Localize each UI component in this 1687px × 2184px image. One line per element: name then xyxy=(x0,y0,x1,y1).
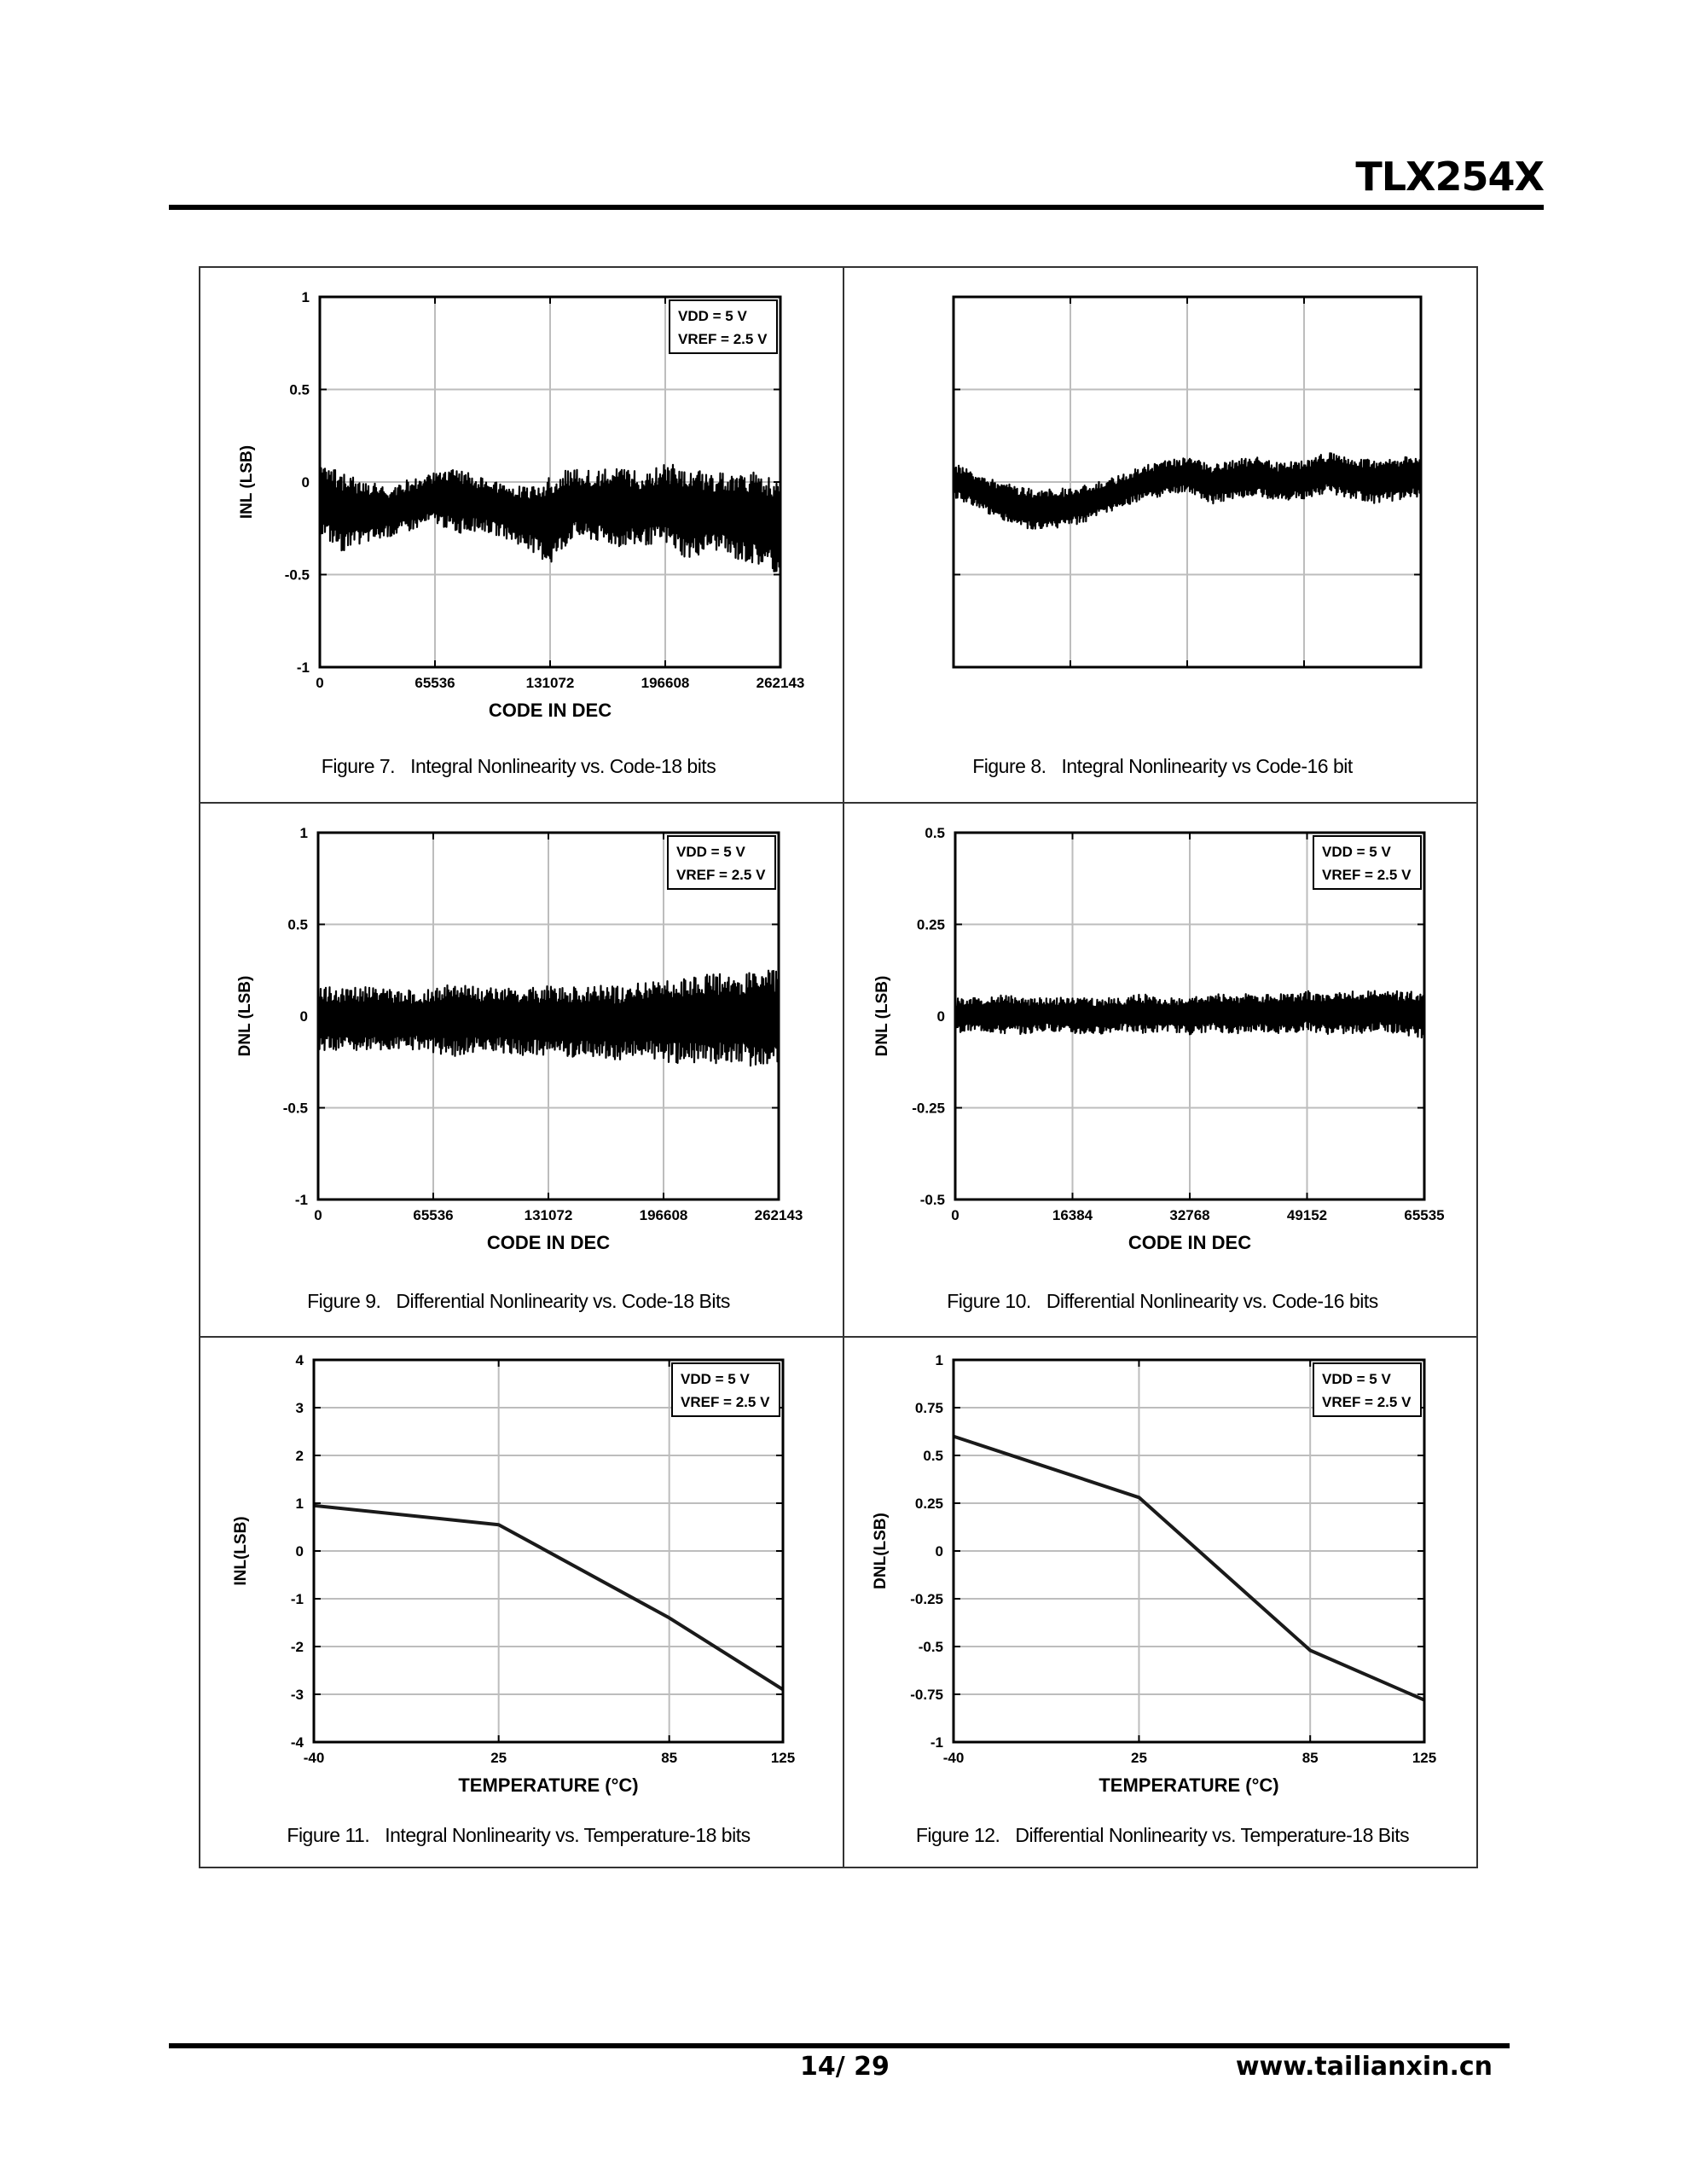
fig7-x-tick-label: 262143 xyxy=(756,675,805,691)
fig7-y-tick-label: -0.5 xyxy=(284,566,310,584)
figure-7-caption xyxy=(199,755,838,778)
header-rule xyxy=(169,205,1544,210)
website-url: www.tailianxin.cn xyxy=(1235,2052,1493,2082)
fig12-legend-entry: VREF = 2.5 V xyxy=(1322,1394,1412,1410)
fig9-plot xyxy=(236,825,803,1253)
fig12-series-line xyxy=(954,1437,1424,1700)
fig10-y-tick-label: -0.25 xyxy=(912,1100,945,1117)
fig11-y-tick-label: 1 xyxy=(295,1496,304,1512)
fig7-x-tick-label: 0 xyxy=(316,675,324,691)
fig8-plot xyxy=(954,297,1421,667)
fig10-y-tick-label: 0.5 xyxy=(925,825,945,841)
fig11-legend-entry: VREF = 2.5 V xyxy=(681,1394,770,1410)
fig10-legend-entry: VREF = 2.5 V xyxy=(1322,867,1412,883)
fig11-y-tick-label: 3 xyxy=(295,1400,304,1416)
fig10-x-axis-label: CODE IN DEC xyxy=(1128,1232,1252,1253)
fig9-x-tick-label: 262143 xyxy=(754,1207,803,1223)
fig12-x-tick-label: 125 xyxy=(1412,1750,1437,1766)
fig10-x-tick-label: 65535 xyxy=(1404,1207,1445,1223)
figure-8-panel xyxy=(843,266,1482,800)
figure-8-title: Integral Nonlinearity vs Code-16 bit xyxy=(1061,755,1353,777)
fig9-y-tick-label: 0.5 xyxy=(287,916,308,933)
fig7-y-axis-label: INL (LSB) xyxy=(238,444,256,520)
page-number: 14/ 29 xyxy=(800,2052,890,2082)
fig12-y-tick-label: -0.75 xyxy=(910,1687,943,1703)
fig7-y-tick-label: 0 xyxy=(301,474,310,491)
figure-12-chart xyxy=(843,1336,1482,1814)
fig9-y-tick-label: 0 xyxy=(299,1008,308,1025)
figure-12-title: Differential Nonlinearity vs. Temperature-18 Bits xyxy=(1015,1824,1410,1846)
fig10-y-tick-label: -0.5 xyxy=(919,1192,945,1208)
fig10-y-tick-label: 0 xyxy=(936,1008,945,1025)
figure-11-chart xyxy=(199,1336,838,1814)
figure-10-label: Figure 10. xyxy=(947,1290,1031,1312)
figure-9-caption xyxy=(199,1290,838,1313)
fig12-y-tick-label: 1 xyxy=(935,1352,943,1368)
fig12-y-tick-label: -0.25 xyxy=(910,1591,943,1607)
fig7-legend-entry: VDD = 5 V xyxy=(678,308,747,324)
fig9-legend-entry: VDD = 5 V xyxy=(676,844,745,860)
fig9-y-tick-label: 1 xyxy=(299,825,308,841)
figure-12-caption xyxy=(843,1824,1482,1847)
fig11-series-line xyxy=(314,1506,783,1690)
figure-8-chart xyxy=(843,266,1482,744)
figure-7-label: Figure 7. xyxy=(321,755,396,777)
document-title: TLX254X xyxy=(1355,154,1544,200)
fig9-legend-entry: VREF = 2.5 V xyxy=(676,867,766,883)
figure-8-caption xyxy=(843,755,1482,778)
fig12-y-tick-label: 0.5 xyxy=(923,1448,943,1464)
fig12-y-axis-label: DNL(LSB) xyxy=(872,1513,890,1589)
fig12-y-tick-label: -1 xyxy=(930,1734,943,1751)
fig9-x-tick-label: 196608 xyxy=(639,1207,688,1223)
fig10-x-tick-label: 32768 xyxy=(1169,1207,1210,1223)
fig11-x-tick-label: 125 xyxy=(770,1750,796,1766)
fig10-x-tick-label: 16384 xyxy=(1052,1207,1093,1223)
fig10-x-tick-label: 49152 xyxy=(1286,1207,1328,1223)
figure-7-panel xyxy=(199,266,838,800)
fig10-plot xyxy=(873,825,1445,1253)
fig7-x-axis-label: CODE IN DEC xyxy=(488,700,612,721)
figure-12-panel xyxy=(843,1336,1482,1870)
fig11-y-tick-label: -3 xyxy=(290,1687,304,1703)
fig11-legend-entry: VDD = 5 V xyxy=(681,1371,750,1387)
fig7-x-tick-label: 131072 xyxy=(525,675,575,691)
figure-10-chart xyxy=(843,802,1482,1280)
fig11-x-tick-label: 85 xyxy=(661,1750,678,1766)
fig12-y-tick-label: 0.75 xyxy=(914,1400,943,1416)
fig7-y-tick-label: -1 xyxy=(296,659,310,676)
fig7-plot xyxy=(238,289,804,721)
fig11-y-tick-label: -2 xyxy=(290,1639,304,1655)
fig7-y-tick-label: 0.5 xyxy=(289,381,310,398)
fig9-y-tick-label: -0.5 xyxy=(282,1100,308,1117)
fig12-x-tick-label: 85 xyxy=(1301,1750,1319,1766)
figure-9-title: Differential Nonlinearity vs. Code-18 Bits xyxy=(396,1290,730,1312)
fig7-x-tick-label: 65536 xyxy=(415,675,455,691)
footer-rule xyxy=(169,2043,1510,2048)
figure-11-panel xyxy=(199,1336,838,1870)
fig12-legend-entry: VDD = 5 V xyxy=(1322,1371,1391,1387)
fig11-y-tick-label: 2 xyxy=(295,1448,304,1464)
fig9-x-axis-label: CODE IN DEC xyxy=(486,1232,611,1253)
fig12-plot xyxy=(872,1352,1436,1796)
fig7-y-tick-label: 1 xyxy=(301,289,310,305)
fig9-y-tick-label: -1 xyxy=(294,1192,308,1208)
fig9-x-tick-label: 131072 xyxy=(524,1207,573,1223)
fig12-y-tick-label: 0.25 xyxy=(914,1496,943,1512)
fig12-x-tick-label: 25 xyxy=(1130,1750,1147,1766)
figure-10-title: Differential Nonlinearity vs. Code-16 bits xyxy=(1046,1290,1378,1312)
fig11-plot xyxy=(232,1352,795,1796)
figure-8-label: Figure 8. xyxy=(972,755,1046,777)
fig11-y-tick-label: 4 xyxy=(295,1352,304,1368)
fig9-y-axis-label: DNL (LSB) xyxy=(236,975,254,1057)
fig11-y-axis-label: INL(LSB) xyxy=(232,1516,250,1586)
fig10-y-axis-label: DNL (LSB) xyxy=(873,975,891,1057)
fig11-y-tick-label: -4 xyxy=(290,1734,304,1751)
figure-7-chart xyxy=(199,266,838,744)
fig11-y-tick-label: -1 xyxy=(290,1591,304,1607)
figure-9-panel xyxy=(199,802,838,1336)
figure-11-title: Integral Nonlinearity vs. Temperature-18 bits xyxy=(385,1824,751,1846)
figure-7-title: Integral Nonlinearity vs. Code-18 bits xyxy=(410,755,716,777)
fig11-y-tick-label: 0 xyxy=(295,1543,304,1560)
figure-10-caption xyxy=(843,1290,1482,1313)
figure-9-label: Figure 9. xyxy=(307,1290,381,1312)
fig10-x-tick-label: 0 xyxy=(951,1207,959,1223)
fig10-legend-entry: VDD = 5 V xyxy=(1322,844,1391,860)
fig9-x-tick-label: 65536 xyxy=(413,1207,454,1223)
fig9-x-tick-label: 0 xyxy=(314,1207,322,1223)
figure-10-panel xyxy=(843,802,1482,1336)
fig11-x-tick-label: 25 xyxy=(490,1750,507,1766)
fig12-y-tick-label: 0 xyxy=(935,1543,943,1560)
fig7-x-tick-label: 196608 xyxy=(641,675,690,691)
fig10-y-tick-label: 0.25 xyxy=(916,916,945,933)
figure-11-label: Figure 11. xyxy=(287,1824,370,1846)
fig11-x-axis-label: TEMPERATURE (°C) xyxy=(458,1774,639,1796)
fig11-x-tick-label: -40 xyxy=(303,1750,325,1766)
figure-11-caption xyxy=(199,1824,838,1847)
figure-12-label: Figure 12. xyxy=(915,1824,1000,1846)
figure-9-chart xyxy=(199,802,838,1280)
fig12-x-axis-label: TEMPERATURE (°C) xyxy=(1099,1774,1279,1796)
fig7-legend-entry: VREF = 2.5 V xyxy=(678,331,768,347)
fig12-y-tick-label: -0.5 xyxy=(918,1639,943,1655)
fig12-x-tick-label: -40 xyxy=(942,1750,965,1766)
